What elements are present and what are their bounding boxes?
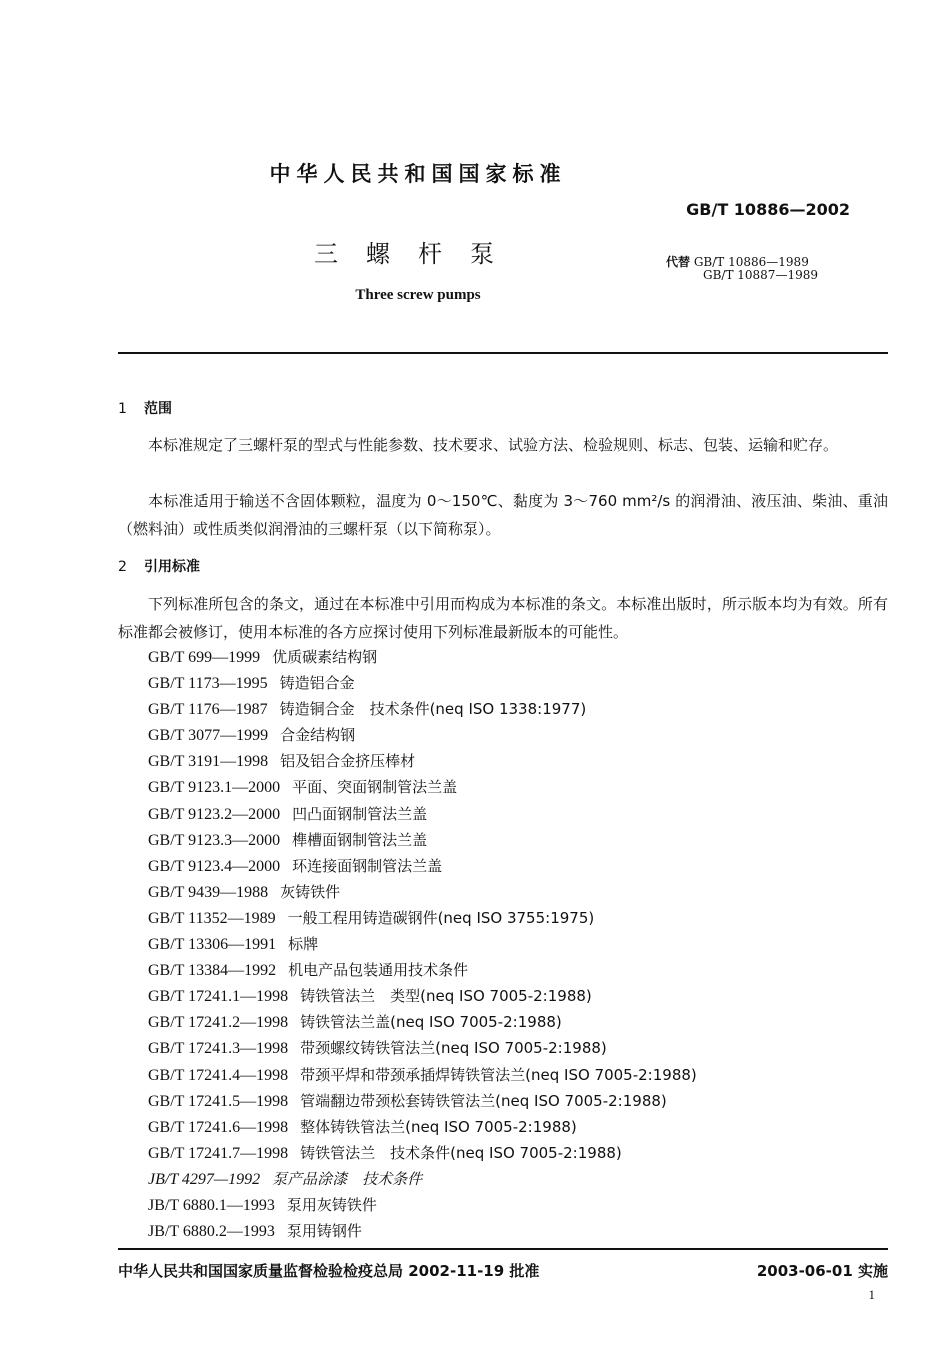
reference-code: GB/T 3191—1998 <box>148 753 269 771</box>
national-standard-title: 中华人民共和国国家标准 <box>269 162 567 186</box>
reference-code: GB/T 17241.7—1998 <box>148 1144 289 1162</box>
section-number: 1 <box>118 401 127 417</box>
reference-item <box>148 879 697 905</box>
reference-item <box>148 983 697 1009</box>
reference-item <box>148 696 697 722</box>
reference-item <box>148 827 697 853</box>
normative-reference-list <box>148 644 697 1244</box>
reference-code: JB/T 6880.1—1993 <box>148 1196 275 1214</box>
document-title: 三螺杆泵 <box>314 240 522 268</box>
reference-title: 一般工程用铸造碳钢件(neq ISO 3755:1975) <box>287 908 595 927</box>
reference-code: GB/T 17241.6—1998 <box>148 1118 289 1136</box>
reference-title: 泵用灰铸铁件 <box>286 1195 377 1214</box>
reference-title: 铸造铜合金 技术条件(neq ISO 1338:1977) <box>279 700 587 719</box>
reference-item <box>148 1166 697 1192</box>
reference-item <box>148 1062 697 1088</box>
reference-title: 铝及铝合金挤压棒材 <box>280 752 416 771</box>
reference-code: GB/T 11352—1989 <box>148 909 276 927</box>
section-heading-scope <box>118 398 172 418</box>
reference-item <box>148 1009 697 1035</box>
reference-item <box>148 774 697 800</box>
issuing-authority: 中华人民共和国国家质量监督检验检疫总局 2002-11-19 批准 <box>118 1262 540 1280</box>
reference-title: 泵产品涂漆 技术条件 <box>272 1169 423 1188</box>
reference-title: 优质碳素结构钢 <box>272 648 378 666</box>
reference-title: 机电产品包装通用技术条件 <box>288 961 469 980</box>
reference-item <box>148 853 697 879</box>
reference-title: 铸造铝合金 <box>279 674 355 693</box>
scope-paragraph-1: 本标准规定了三螺杆泵的型式与性能参数、技术要求、试验方法、检验规则、标志、包装、运输和贮存。 <box>148 436 839 454</box>
reference-item <box>148 1035 697 1061</box>
reference-item <box>148 748 697 774</box>
reference-code: GB/T 9123.4—2000 <box>148 857 281 875</box>
footer-divider <box>118 1248 888 1250</box>
section-title: 范围 <box>144 401 172 417</box>
page-number: 1 <box>868 1287 875 1302</box>
reference-code: GB/T 9439—1988 <box>148 883 269 901</box>
reference-item <box>148 722 697 748</box>
reference-code: GB/T 3077—1999 <box>148 727 269 745</box>
reference-title: 标牌 <box>288 935 319 954</box>
standard-number: GB/T 10886—2002 <box>686 200 850 219</box>
implementation-date: 2003-06-01 实施 <box>756 1262 888 1280</box>
reference-code: GB/T 13384—1992 <box>148 962 277 980</box>
reference-title: 平面、突面钢制管法兰盖 <box>292 778 458 797</box>
reference-title: 铸铁管法兰 类型(neq ISO 7005-2:1988) <box>300 987 592 1006</box>
reference-title: 铸铁管法兰 技术条件(neq ISO 7005-2:1988) <box>300 1143 622 1162</box>
reference-code: GB/T 17241.3—1998 <box>148 1040 289 1058</box>
reference-item <box>148 1140 697 1166</box>
reference-title: 管端翻边带颈松套铸铁管法兰(neq ISO 7005-2:1988) <box>300 1091 667 1110</box>
replaces-label: 代替 <box>666 255 691 269</box>
reference-code: GB/T 17241.4—1998 <box>148 1066 289 1084</box>
reference-item <box>148 905 697 931</box>
reference-code: GB/T 17241.2—1998 <box>148 1014 289 1032</box>
reference-code: GB/T 9123.2—2000 <box>148 805 281 823</box>
reference-code: JB/T 4297—1992 <box>148 1170 261 1188</box>
reference-title: 铸铁管法兰盖(neq ISO 7005-2:1988) <box>300 1013 562 1032</box>
reference-item <box>148 1088 697 1114</box>
reference-code: GB/T 699—1999 <box>148 649 261 666</box>
reference-title: 带颈平焊和带颈承插焊铸铁管法兰(neq ISO 7005-2:1988) <box>300 1065 697 1084</box>
reference-code: GB/T 17241.1—1998 <box>148 988 289 1006</box>
reference-item <box>148 957 697 983</box>
reference-item <box>148 1192 697 1218</box>
reference-code: JB/T 6880.2—1993 <box>148 1223 275 1241</box>
section-number: 2 <box>118 559 127 575</box>
reference-title: 整体铸铁管法兰(neq ISO 7005-2:1988) <box>300 1117 577 1136</box>
reference-code: GB/T 13306—1991 <box>148 936 277 954</box>
reference-title: 带颈螺纹铸铁管法兰(neq ISO 7005-2:1988) <box>300 1039 607 1058</box>
section-heading-references <box>118 556 200 576</box>
reference-item <box>148 801 697 827</box>
section-title: 引用标准 <box>144 559 200 575</box>
reference-title: 环连接面钢制管法兰盖 <box>292 856 443 875</box>
reference-code: GB/T 17241.5—1998 <box>148 1092 289 1110</box>
reference-item <box>148 644 697 670</box>
reference-item <box>148 931 697 957</box>
reference-item <box>148 1114 697 1140</box>
reference-item <box>148 670 697 696</box>
reference-title: 灰铸铁件 <box>280 882 341 901</box>
replaced-standard: GB/T 10886—1989 <box>693 255 809 269</box>
reference-code: GB/T 9123.1—2000 <box>148 779 281 797</box>
reference-title: 榫槽面钢制管法兰盖 <box>292 830 428 849</box>
reference-title: 凹凸面钢制管法兰盖 <box>292 804 428 823</box>
reference-title: 泵用铸钢件 <box>286 1222 362 1241</box>
replaced-standard: GB/T 10887—1989 <box>703 268 818 282</box>
reference-title: 合金结构钢 <box>280 726 356 745</box>
reference-code: GB/T 1173—1995 <box>148 675 268 693</box>
header-divider <box>118 352 888 354</box>
reference-item <box>148 1218 697 1244</box>
scope-paragraph-2: 本标准适用于输送不含固体颗粒，温度为 0～150℃、黏度为 3～760 mm²/s 的润滑油、液压油、柴油、重油（燃料油）或性质类似润滑油的三螺杆泵（以下简称泵）。 <box>118 492 888 538</box>
english-subtitle: Three screw pumps <box>355 287 481 303</box>
references-intro-paragraph: 下列标准所包含的条文，通过在本标准中引用而构成为本标准的条文。本标准出版时，所示版本均为有效。所有标准都会被修订，使用本标准的各方应探讨使用下列标准最新版本的可能性。 <box>118 595 888 641</box>
reference-code: GB/T 1176—1987 <box>148 701 268 719</box>
reference-code: GB/T 9123.3—2000 <box>148 831 281 849</box>
